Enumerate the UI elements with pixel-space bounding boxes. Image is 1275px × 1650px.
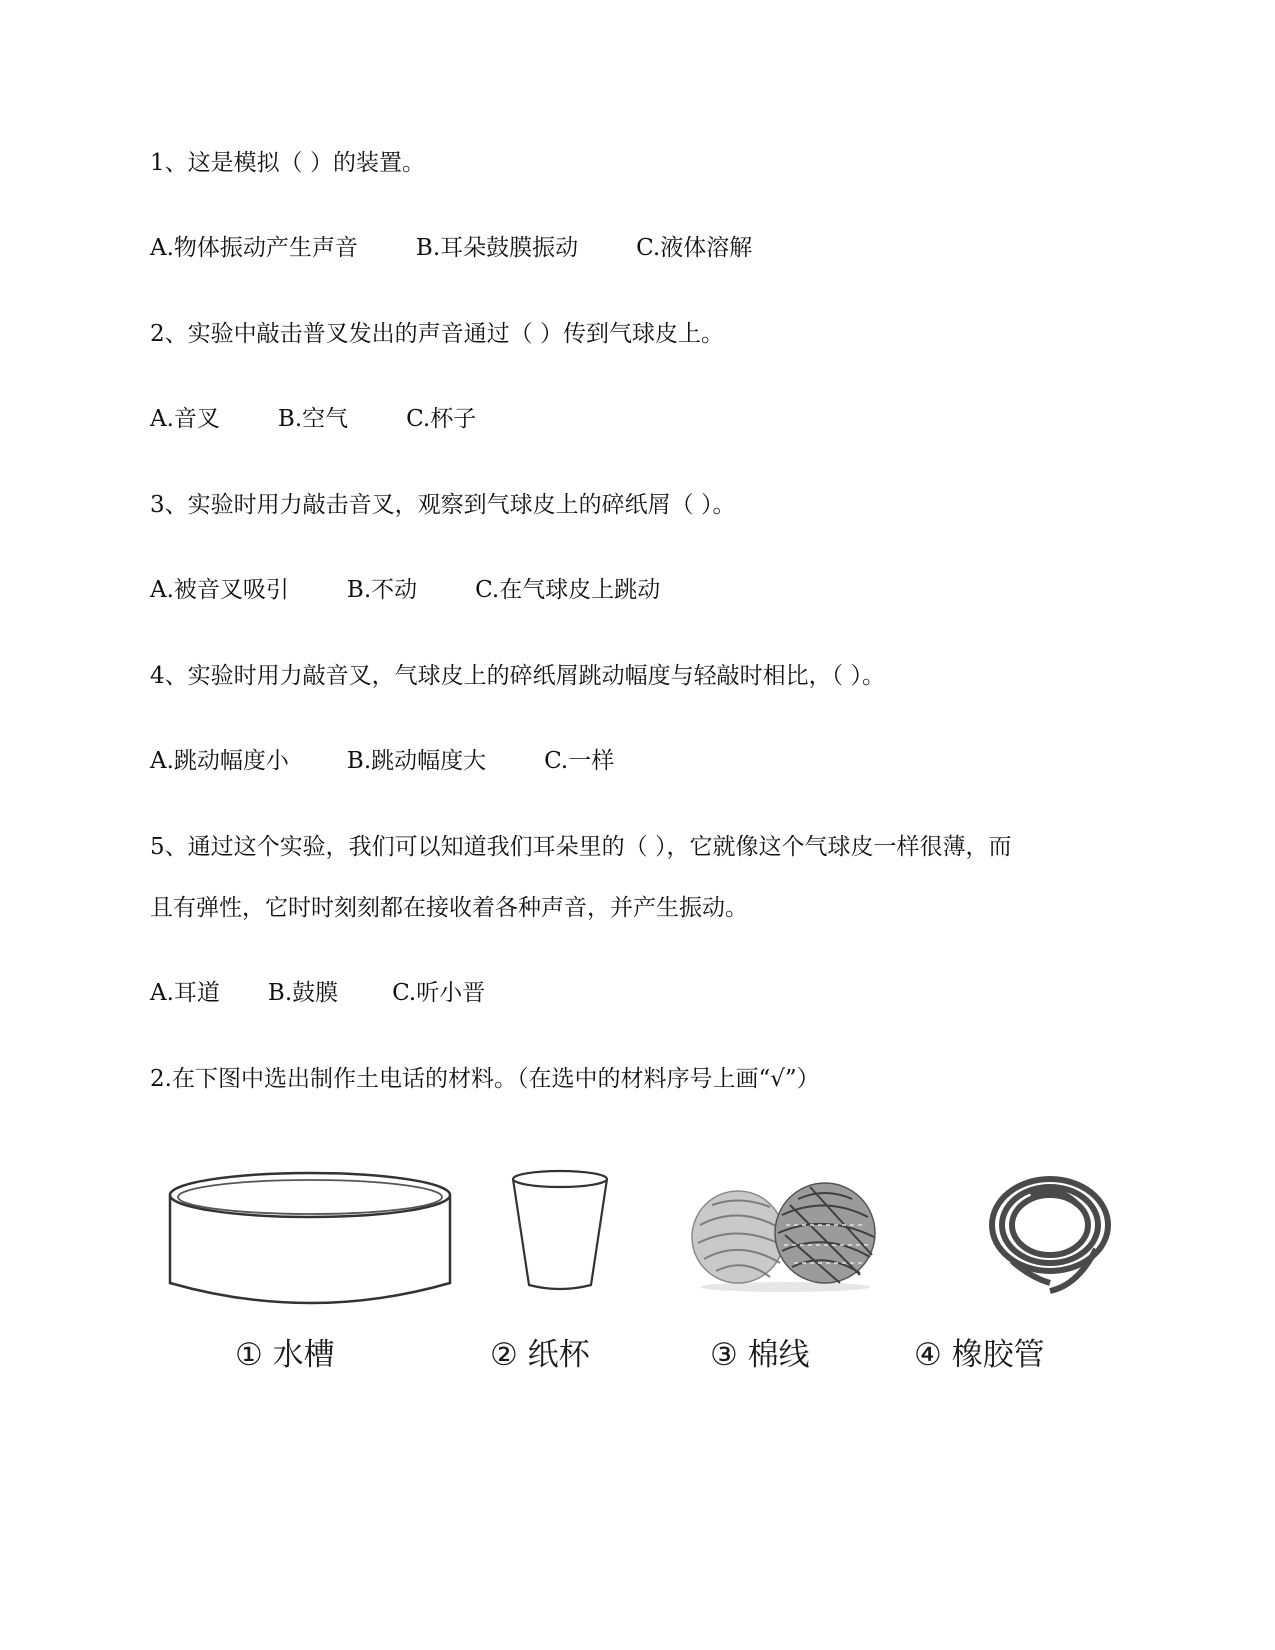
question-1-stem: 1、这是模拟（ ）的装置。 [150,150,425,176]
option-c: C.在气球皮上跳动 [475,577,661,603]
cotton-thread-icon [690,1165,880,1295]
question-2-stem: 2、实验中敲击普叉发出的声音通过（ ）传到气球皮上。 [150,321,724,347]
question-1-options [150,233,752,263]
option-c: C.杯子 [406,406,477,432]
material-rubber-tube [910,1165,1120,1373]
option-b: B.空气 [277,406,349,432]
material-cotton-thread [690,1165,890,1373]
option-b: B.跳动幅度大 [346,748,487,774]
option-a: A.耳道 [150,980,220,1006]
paper-cup-icon [505,1165,615,1295]
rubber-tube-icon [910,1165,1120,1315]
material-label-2: ② 纸杯 [490,1337,590,1373]
question-3-stem: 3、实验时用力敲击音叉，观察到气球皮上的碎纸屑（ ）。 [150,492,736,518]
option-c: C.听小晋 [392,980,486,1006]
section-2-title: 2.在下图中选出制作土电话的材料。（在选中的材料序号上画“√”） [150,1066,820,1092]
option-b: B.耳朵鼓膜振动 [415,235,579,261]
option-c: C.液体溶解 [636,235,753,261]
question-2-options [150,404,476,434]
question-5-options [150,978,485,1008]
water-tank-icon [160,1165,460,1325]
material-label-3: ③ 棉线 [710,1337,810,1373]
material-paper-cup [490,1165,655,1373]
question-3-options [150,575,660,605]
option-b: B.不动 [346,577,418,603]
option-a: A.物体振动产生声音 [150,235,358,261]
materials-figure [160,1165,1120,1395]
option-a: A.音叉 [150,406,220,432]
option-c: C.一样 [544,748,615,774]
question-5-stem-line-1: 5、通过这个实验，我们可以知道我们耳朵里的（ ），它就像这个气球皮一样很薄，而 [150,834,1012,860]
question-4-options [150,746,614,776]
material-water-tank [160,1165,460,1373]
question-4-stem: 4、实验时用力敲音叉，气球皮上的碎纸屑跳动幅度与轻敲时相比，（ ）。 [150,663,885,689]
question-5-stem-line-2: 且有弹性，它时时刻刻都在接收着各种声音，并产生振动。 [150,895,748,921]
option-a: A.被音叉吸引 [150,577,289,603]
option-b: B.鼓膜 [267,980,339,1006]
material-label-1: ① 水槽 [235,1337,335,1373]
option-a: A.跳动幅度小 [150,748,289,774]
material-label-4: ④ 橡胶管 [914,1337,1045,1373]
